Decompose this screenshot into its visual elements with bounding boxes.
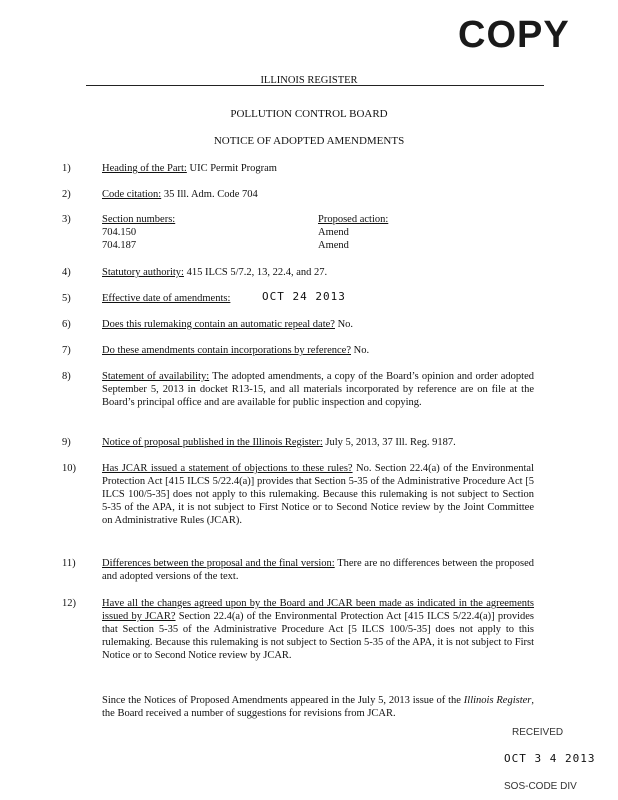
item-9-number: 9): [62, 437, 71, 448]
item-11-number: 11): [62, 558, 76, 569]
item-7-text: No.: [351, 345, 370, 356]
item-3-number: 3): [62, 214, 71, 225]
item-7-number: 7): [62, 345, 71, 356]
item-7: [102, 344, 369, 357]
item-4-text: 415 ILCS 5/7.2, 13, 22.4, and 27.: [183, 267, 328, 278]
closing-paragraph: [102, 694, 534, 720]
item-3-action-label: Proposed action:: [318, 214, 389, 225]
item-3-label: Section numbers:: [102, 214, 176, 225]
item-11: [102, 557, 534, 583]
section-number: 704.150: [102, 227, 137, 238]
item-10-label: Has JCAR issued a statement of objections to these rules?: [102, 463, 353, 474]
section-number: 704.187: [102, 240, 137, 251]
item-2-text: 35 Ill. Adm. Code 704: [161, 189, 258, 200]
item-4-label: Statutory authority:: [102, 267, 184, 278]
received-stamp-label: RECEIVED: [512, 727, 564, 738]
effective-date-stamp: OCT 24 2013: [262, 290, 346, 303]
item-8-number: 8): [62, 371, 71, 382]
item-2: [102, 188, 258, 201]
item-9-text: July 5, 2013, 37 Ill. Reg. 9187.: [322, 437, 456, 448]
item-5-label: Effective date of amendments:: [102, 293, 231, 304]
item-12-text: Section 22.4(a) of the Environmental Protection Act [415 ILCS 5/22.4(a)] provides that Section 5-35 of the Administrative Procedure Act [5 ILCS 100/5-35] does not apply to this rulemaking. Because this rulemaking is not subject to Section 5-35 of the APA, it is not subject to First Notice or to Second Notice review by JCAR.: [102, 611, 535, 661]
item-8: [102, 370, 534, 409]
item-8-label: Statement of availability:: [102, 371, 210, 382]
item-11-label: Differences between the proposal and the final version:: [102, 558, 335, 569]
item-10: [102, 462, 534, 527]
item-9-label: Notice of proposal published in the Illinois Register:: [102, 437, 323, 448]
item-12: [102, 597, 534, 662]
item-1-number: 1): [62, 163, 71, 174]
item-6: [102, 318, 353, 331]
closing-italic: Illinois Register: [463, 695, 532, 706]
received-stamp-date: OCT 3 4 2013: [504, 752, 596, 765]
item-9: [102, 436, 456, 449]
item-1-label: Heading of the Part:: [102, 163, 187, 174]
item-12-label: Have all the changes agreed upon by the Board and JCAR been made as indicated in the agreements issued by JCAR?: [102, 598, 534, 622]
item-4-number: 4): [62, 267, 71, 278]
item-10-number: 10): [62, 463, 76, 474]
item-10-text: No. Section 22.4(a) of the Environmental Protection Act [415 ILCS 5/22.4(a)] provides that Section 5-35 of the Administrative Procedure Act [5 ILCS 100/5-35] does not apply to this rulemaking. Because this rulemaking is not subject to Section 5-35 of the APA, it is not subject to First Notice or to Second Notice review by the Joint Committee on Administrative Rules (JCAR).: [102, 463, 534, 526]
register-title: ILLINOIS REGISTER: [260, 75, 358, 86]
board-title: POLLUTION CONTROL BOARD: [230, 108, 388, 120]
item-6-text: No.: [334, 319, 354, 330]
item-8-text: The adopted amendments, a copy of the Board’s opinion and order adopted September 5, 2013 in docket R13-15, and all materials incorporated by reference are on file at the Board’s principal office and are available for public inspection and copying.: [102, 371, 534, 408]
closing-post: , the Board received a number of suggestions for revisions from JCAR.: [102, 695, 534, 719]
item-12-number: 12): [62, 598, 76, 609]
item-1-text: UIC Permit Program: [186, 163, 277, 174]
item-2-label: Code citation:: [102, 189, 162, 200]
item-6-label: Does this rulemaking contain an automatic repeal date?: [102, 319, 335, 330]
closing-pre: Since the Notices of Proposed Amendments appeared in the July 5, 2013 issue of the: [102, 695, 464, 706]
received-stamp-office: SOS-CODE DIV: [504, 781, 577, 792]
item-7-label: Do these amendments contain incorporations by reference?: [102, 345, 351, 356]
notice-title: NOTICE OF ADOPTED AMENDMENTS: [213, 135, 405, 147]
item-5-number: 5): [62, 293, 71, 304]
copy-stamp: COPY: [458, 14, 570, 56]
section-action: Amend: [318, 240, 349, 251]
item-2-number: 2): [62, 189, 71, 200]
item-4: [102, 266, 327, 279]
section-action: Amend: [318, 227, 349, 238]
item-11-text: There are no differences between the proposed and adopted versions of the text.: [102, 558, 534, 582]
item-6-number: 6): [62, 319, 71, 330]
item-1: [102, 162, 277, 175]
